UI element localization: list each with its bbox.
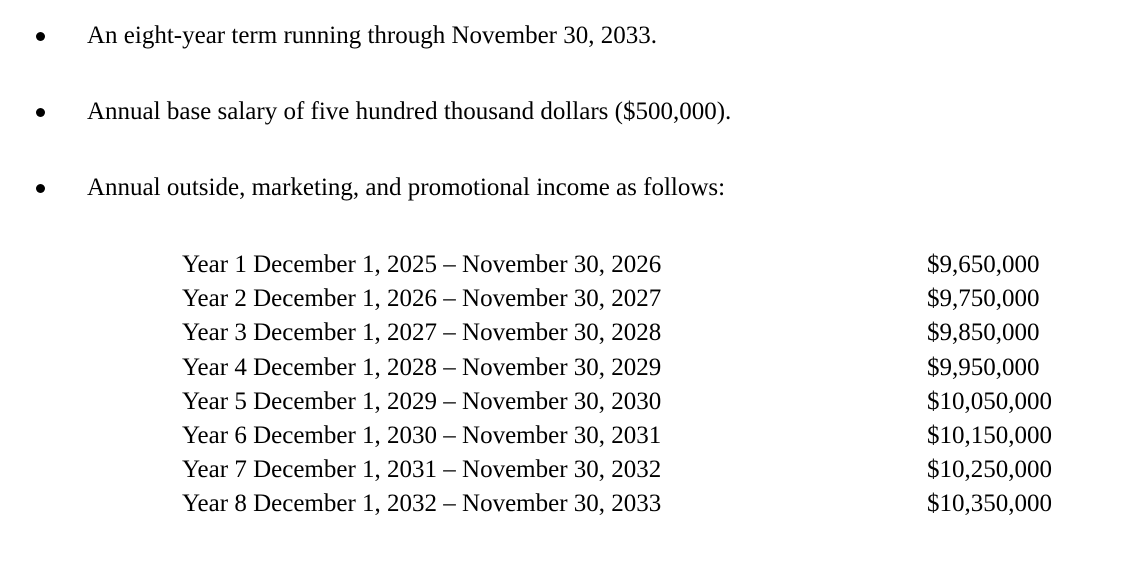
bullet-item-outside-income (34, 170, 1084, 206)
income-amount: $10,250,000 (927, 456, 1052, 484)
income-amount: $10,150,000 (927, 422, 1052, 450)
table-row (182, 248, 1082, 282)
bullet-text-base-salary: Annual base salary of five hundred thousand dollars ($500,000). (87, 98, 732, 125)
bullet-text-outside-income: Annual outside, marketing, and promotional income as follows: (87, 174, 726, 201)
income-amount: $10,050,000 (927, 387, 1052, 415)
year-period: Year 1 December 1, 2025 – November 30, 2026 (182, 251, 662, 279)
year-period: Year 5 December 1, 2029 – November 30, 2030 (182, 387, 662, 415)
income-amount: $9,650,000 (927, 251, 1040, 279)
bullet-icon (36, 108, 45, 117)
year-period: Year 6 December 1, 2030 – November 30, 2031 (182, 422, 662, 450)
table-row (182, 487, 1082, 521)
bullet-icon (36, 32, 45, 41)
income-amount: $10,350,000 (927, 490, 1052, 518)
table-row (182, 351, 1082, 385)
year-period: Year 8 December 1, 2032 – November 30, 2033 (182, 490, 662, 518)
table-row (182, 282, 1082, 316)
income-amount: $9,950,000 (927, 353, 1040, 381)
income-amount: $9,750,000 (927, 285, 1040, 313)
income-schedule-table (182, 248, 1082, 522)
bullet-icon (36, 184, 45, 193)
bullet-item-base-salary (34, 94, 1084, 130)
year-period: Year 4 December 1, 2028 – November 30, 2029 (182, 353, 662, 381)
table-row (182, 453, 1082, 487)
year-period: Year 3 December 1, 2027 – November 30, 2028 (182, 319, 662, 347)
table-row (182, 385, 1082, 419)
bullet-text-term: An eight-year term running through November 30, 2033. (87, 22, 658, 49)
income-amount: $9,850,000 (927, 319, 1040, 347)
bullet-item-term (34, 18, 1084, 54)
table-row (182, 419, 1082, 453)
year-period: Year 7 December 1, 2031 – November 30, 2032 (182, 456, 662, 484)
table-row (182, 316, 1082, 350)
year-period: Year 2 December 1, 2026 – November 30, 2027 (182, 285, 662, 313)
